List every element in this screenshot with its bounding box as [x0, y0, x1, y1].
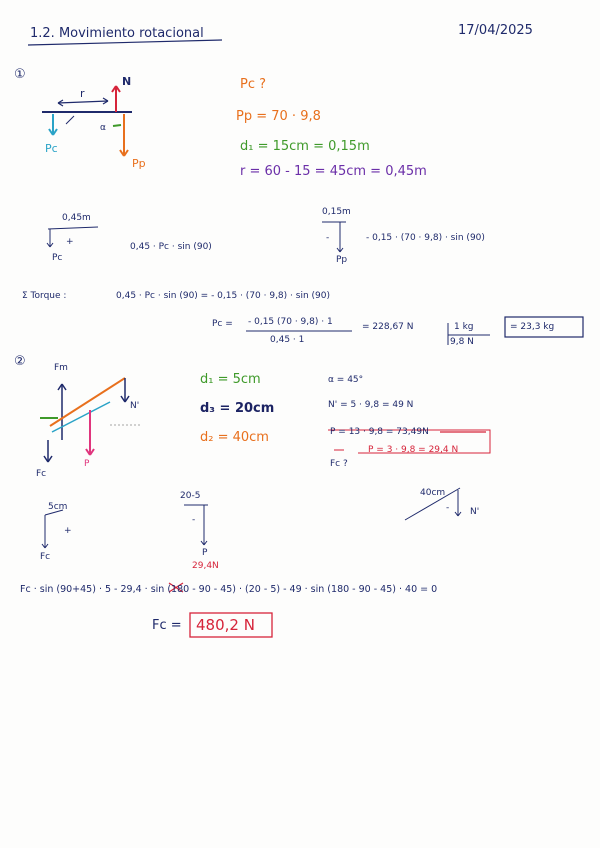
ex2-d2: d₂ = 40cm	[200, 430, 269, 445]
sk2-sign: -	[192, 515, 196, 525]
ex2-d3: d₃ = 20cm	[200, 401, 275, 416]
sk3-force: N'	[470, 507, 480, 517]
label-r: r	[80, 87, 85, 100]
label-alpha: α	[100, 123, 106, 133]
ex2-alpha: α = 45°	[328, 375, 364, 385]
ex2-equation: Fc · sin (90+45) · 5 - 29,4 · sin (180 - 90 - 45) · (20 - 5) - 49 · sin (180 - 90 - 45) · 40 = 0	[20, 584, 438, 595]
page-title: 1.2. Movimiento rotacional	[30, 26, 204, 41]
sketch1-sign: +	[66, 237, 74, 247]
ex1-result: = 23,3 kg	[510, 322, 555, 332]
ex1-pp: Pp = 70 · 9,8	[236, 109, 321, 124]
ex2-result-label: Fc =	[152, 618, 182, 633]
sk1-dist: 5cm	[48, 502, 68, 512]
ex2-p-corrected: P = 3 · 9,8 = 29,4 N	[368, 445, 459, 455]
kg-numerator: 1 kg	[454, 322, 474, 332]
torque-left: 0,45 · Pc · sin (90)	[130, 242, 212, 252]
page-date: 17/04/2025	[458, 23, 533, 38]
ex2-result: 480,2 N	[196, 616, 255, 634]
sketch1-dist: 0,45m	[62, 213, 91, 223]
label-p: P	[84, 459, 90, 469]
sketch1-force: Pc	[52, 253, 63, 263]
sum-torque-eq: 0,45 · Pc · sin (90) = - 0,15 · (70 · 9,8) · sin (90)	[116, 291, 330, 301]
exercise-2-number: ②	[14, 354, 26, 369]
ex2-p-struck: P = 13 · 9,8 = 73,49N	[330, 427, 429, 437]
ex2-fc-unknown: Fc ?	[330, 459, 348, 469]
sk3-sign: -	[446, 503, 450, 513]
pc-numerator: - 0,15 (70 · 9,8) · 1	[248, 317, 333, 327]
sum-torque-label: Σ Torque :	[22, 291, 67, 301]
label-fc: Fc	[36, 469, 47, 479]
ex1-r: r = 60 - 15 = 45cm = 0,45m	[240, 164, 427, 179]
label-pc: Pc	[45, 142, 58, 155]
sk2-dist: 20-5	[180, 491, 201, 501]
label-n1: N'	[130, 401, 140, 411]
sk2-value: 29,4N	[192, 561, 219, 571]
kg-denominator: 9,8 N	[450, 337, 474, 347]
label-pp: Pp	[132, 157, 146, 170]
sketch2-dist: 0,15m	[322, 207, 351, 217]
sk2-force: P	[202, 548, 208, 558]
exercise-1-number: ①	[14, 67, 26, 82]
sk1-force: Fc	[40, 552, 51, 562]
torque-right: - 0,15 · (70 · 9,8) · sin (90)	[366, 233, 485, 243]
ex1-unknown: Pc ?	[240, 77, 267, 92]
pc-newtons: = 228,67 N	[362, 322, 414, 332]
sketch2-sign: -	[326, 233, 330, 243]
ex2-n1: N' = 5 · 9,8 = 49 N	[328, 400, 414, 410]
label-n: N	[122, 75, 132, 88]
pc-lhs: Pc =	[212, 319, 233, 329]
ex1-d1: d₁ = 15cm = 0,15m	[240, 139, 370, 154]
pc-denominator: 0,45 · 1	[270, 335, 305, 345]
sk1-sign: +	[64, 526, 72, 536]
ex2-d1: d₁ = 5cm	[200, 372, 261, 387]
sk3-dist: 40cm	[420, 488, 446, 498]
sketch2-force: Pp	[336, 255, 348, 265]
label-fm: Fm	[54, 363, 68, 373]
